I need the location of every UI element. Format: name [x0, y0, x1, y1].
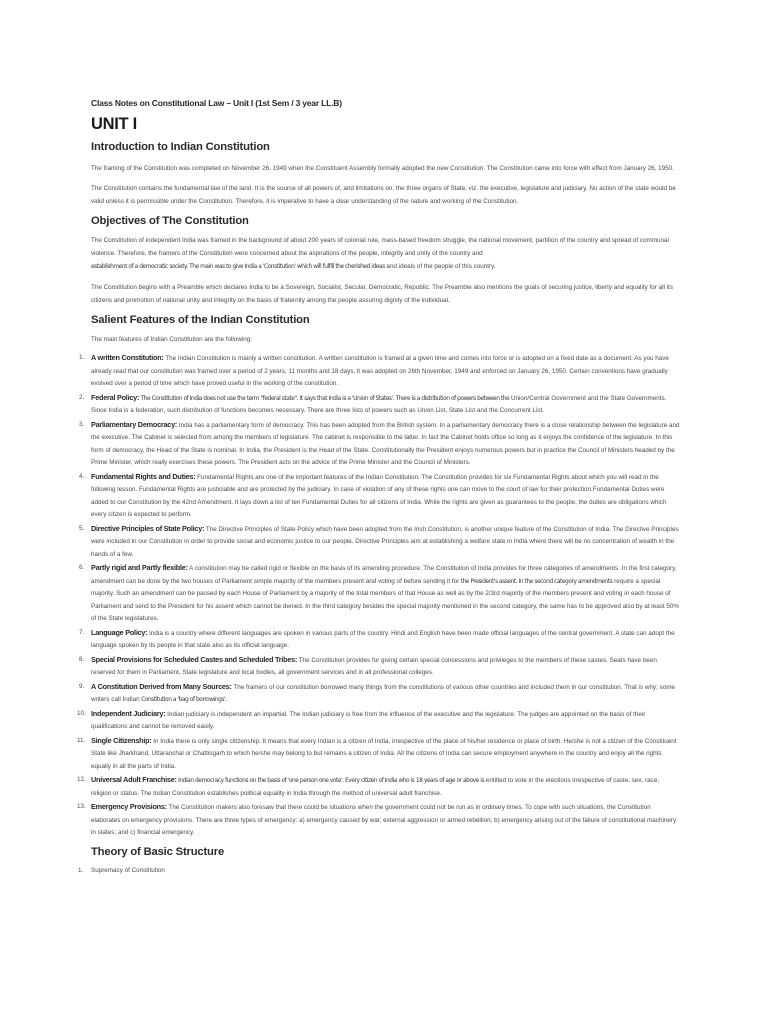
salient-intro: The main features of Indian Constitution are the following: — [91, 336, 253, 343]
list-item — [77, 774, 681, 800]
list-item — [79, 681, 681, 707]
item-term: A Constitution Derived from Many Sources: — [91, 681, 232, 691]
item-text: India is a country where different languages are spoken in various parts of the country. Hindi and English have been made official languages of the central government. A state can adopt the language spoken by its people in that state also as its official language. — [91, 629, 675, 649]
item-number: 13. — [77, 803, 86, 810]
item-text: entitled to vote in the elections irrespective of caste, sex, race, religion or status. The Indian Constitution establishes political equality in India through the method of universal adult franchise. — [91, 777, 660, 797]
item-number: 11. — [77, 736, 86, 744]
document-header: Class Notes on Constitutional Law – Unit I (1st Sem / 3 year LL.B) — [91, 98, 342, 108]
item-number: 3. — [79, 420, 85, 428]
objectives-text-b: establishment of a democratic society. The main was to give India a 'Constitution' which will fulfill the cherished ideas — [91, 264, 385, 270]
list-item — [79, 654, 681, 680]
item-term: A written Constitution: — [91, 353, 164, 362]
list-item — [79, 523, 681, 562]
basic-structure-heading: Theory of Basic Structure — [91, 845, 225, 858]
list-item — [79, 627, 681, 653]
item-term: Parliamentary Democracy: — [91, 419, 178, 429]
item-number: 5. — [79, 524, 85, 532]
item-number: 10. — [77, 709, 86, 717]
item-text: India has a parliamentary form of democracy. This has been adopted from the British system. In a parliamentary democracy there is a close relationship between the legislature and the executive. The Cabinet is selected from among the members of legislature. The cabinet is responsible to the latter. In fact the Cabinet holds office so long as it enjoys the confidence of the legislature. In this form of democracy, the Head of the State is nominal. In India, the President is the Head of the State. Constitutionally the President enjoys numerous powers but in practice the Council of Ministers headed by the Prime Minister, which really exercises these powers. The President acts on the advice of the Prime Minister and the Council of Ministers. — [91, 421, 680, 466]
item-term: Partly rigid and Partly flexible: — [91, 563, 188, 572]
basic-structure-list — [78, 865, 681, 877]
list-item — [79, 471, 681, 522]
item-text: Fundamental Rights are one of the important features of the Indian Constitution. The Constitution provides for six Fundamental Rights about which you will read in the following lesson. Fundamental Rights are justiciable and are protected by the judiciary. In case of violation of any of these rights one can move to the court of law for their protection.Fundamental Duties were added to our Constitution by the 42nd Amendment. It lays down a list of ten Fundamental Duties for all citizens of India. While the rights are given as guarantees to the people, the duties are obligations which every citizen is expected to perform. — [91, 473, 667, 518]
item-term: Language Policy: — [91, 627, 148, 637]
objectives-text-a: The Constitution of independent India was framed in the background of about 200 years of colonial rule, mass-based freedom struggle, the national movement, partition of the country and spread of communal violence. Therefore, the framers of the Constitution were concerned about the aspirations of the people, integrity and unity of the country and — [91, 237, 669, 257]
item-text-condensed: Indian democracy functions on the basis of 'one person one vote'. Every citizen of India who is 18 years of age or above is — [176, 778, 485, 784]
item-term: Universal Adult Franchise: — [91, 775, 177, 784]
objectives-heading: Objectives of The Constitution — [91, 215, 249, 227]
list-item — [79, 392, 681, 418]
item-term: Directive Principles of State Policy: — [91, 523, 205, 533]
item-number: 9. — [79, 682, 85, 690]
item-term: Emergency Provisions: — [91, 802, 167, 811]
item-text: The framers of our constitution borrowed many things from the constitutions of various other countries and included them in our constitution. That is why; some writers call Indian — [91, 683, 675, 703]
item-term: Independent Judiciary: — [91, 708, 166, 718]
list-item — [77, 801, 681, 840]
item-text: Supremacy of Constitution — [91, 866, 165, 874]
list-item — [79, 562, 681, 626]
item-number: 8. — [79, 655, 85, 663]
document-content — [77, 98, 681, 877]
item-text: In India there is only single citizenship. It means that every Indian is a citizen of India, irrespective of the place of his/her residence or place of birth. He/she is not a citizen of the Constituent State like Jharkhand, Uttaranchal or Chattisgarh to which he/she may belong to but remains a citizen of India. All the citizens of India can secure employment anywhere in the country and enjoy all the rights equally in all the parts of India. — [91, 737, 677, 770]
item-text-condensed: Constitution a 'bag of borrowings'. — [139, 697, 227, 703]
item-term: Fundamental Rights and Duties: — [91, 471, 196, 481]
item-term: Single Citizenship: — [91, 735, 152, 745]
intro-paragraph-1: The framing of the Constitution was completed on November 26, 1949 when the Constituent Assembly formally adopted the new Constitution. The Constitution came into force with effect from January 26, 1950. — [91, 165, 674, 172]
salient-heading: Salient Features of the Indian Constitution — [91, 314, 310, 326]
item-term: Federal Policy: — [91, 392, 140, 402]
list-item — [79, 419, 681, 470]
objectives-paragraph-1 — [91, 234, 681, 274]
intro-paragraph-2: The Constitution contains the fundamental law of the land. It is the source of all powers of, and limitations on, the three organs of State, viz. the executive, legislature and judiciary. No action of the state would be valid unless it is permissible under the Constitution. Therefore, it is imperative to have a clear understanding of the nature and working of the Constitution. — [91, 185, 676, 205]
item-text-after: require a special majority. Such an amendment can be passed by each House of Parliament by a majority of the total members of that House as well as by the 2/3rd majority of the members present and voting in each house of Parliament and send to the President for his assent which cannot be denied. In the third category besides the special majority mentioned in the second category, the same has to be approved also by at least 50% of the State legislatures. — [91, 577, 679, 622]
item-text: The Indian Constitution is mainly a written constitution. A written constitution is framed at a given time and comes into force or is adopted on a fixed date as a document. As you have already read that our constitution was framed over a period of 2 years, 11 months and 18 days, it was adopted on 26th November, 1949 and enforced on January 26, 1950. Certain conventions have gradually evolved over a period of time which have proved useful in the working of the constitution. — [91, 355, 669, 387]
unit-title: UNIT I — [91, 115, 137, 133]
item-text: The Constitution makers also foresaw that there could be situations when the government could not be run as in ordinary times. To cope with such situations, the Constitution elaborates on emergency provisions. There are three types of emergency: a) emergency caused by war, external aggression or armed rebellion; b) emergency arising out of the failure of constitutional machinery in states; and c) financial emergency. — [91, 804, 677, 836]
item-number: 7. — [79, 628, 85, 636]
item-text: The Constitution provides for giving certain special concessions and privileges to the members of these castes. Seats have been reserved for them in Parliament, State legislature and local bodies, all government services and in all professional colleges. — [91, 656, 657, 676]
objectives-paragraph-2: The Constitution begins with a Preamble which declares India to be a Sovereign, Socialist, Secular, Democratic, Republic. The Preamble also mentions the goals of securing justice, liberty and equality for all its citizens and promotion of national unity and integrity on the basis of fraternity among the people assuring dignity of the individual. — [91, 284, 673, 304]
item-text-condensed: the President's assent. In the second category amendments — [459, 578, 613, 585]
item-text: A constitution may be called rigid or flexible on the basis of its amending procedure. The Constitution of India provides for three categories of amendments. In the first category, amendment can be done by the two houses of Parliament simple majority of the members present and voting of before sending it for — [91, 565, 677, 585]
list-item — [78, 865, 681, 877]
item-number: 4. — [79, 472, 85, 480]
item-term: Special Provisions for Scheduled Castes and Scheduled Tribes: — [91, 654, 298, 664]
salient-features-list — [77, 352, 681, 840]
objectives-text-c: and ideals of the people of this country. — [384, 263, 496, 270]
item-number: 1. — [79, 354, 85, 361]
item-text: Union/Central Government and the State Governments. Since India is a federation, such distribution of functions becomes necessary. There are three lists of powers such as Union List, State List and the Concurrent List. — [91, 394, 667, 414]
item-number: 12. — [77, 776, 86, 783]
item-number: 6. — [79, 564, 85, 571]
item-text-condensed: The Constitution of India does not use the term "federal state". It says that India is a 'Union of States'. There is a distribution of powers between the — [139, 395, 510, 402]
list-item — [77, 708, 681, 734]
item-number: 2. — [79, 393, 85, 401]
item-text: The Directive Principles of State Policy which have been adopted from the Irish Constitution, is another unique feature of the Constitution of India. The Directive Principles were included in our Constitution in order to provide social and economic justice to our people. Directive Principles aim at establishing a welfare state in India where there will be no concentration of wealth in the hands of a few. — [91, 525, 679, 558]
list-item — [77, 735, 681, 774]
item-number: 1. — [78, 866, 84, 874]
list-item — [79, 352, 681, 391]
item-text: Indian judiciary is independent an impartial. The Indian judiciary is free from the influence of the executive and the legislature. The judges are appointed on the basis of their qualifications and cannot be removed easily. — [91, 710, 646, 730]
intro-heading: Introduction to Indian Constitution — [91, 141, 270, 153]
